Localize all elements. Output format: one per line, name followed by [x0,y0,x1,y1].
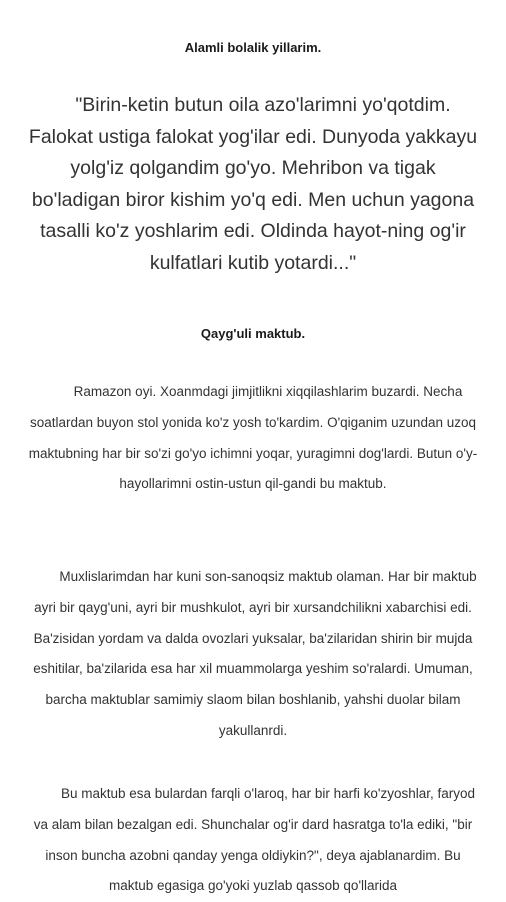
paragraph-1: Ramazon oyi. Xoanmdagi jimjitlikni xiqqilashlarim buzardi. Necha soatlardan buyon stol yonida ko'z yosh to'kardim. O'qiganim uzundan uzoq maktubning har bir so'zi go'yo ichimni yoqar, yuragimni dog'lardi. Butun o'y-hayollarimni ostin-ustun qil-gandi bu maktub. [28,384,478,492]
section-title: Qayg'uli maktub. [200,326,306,341]
paragraph-3: Bu maktub esa bulardan farqli o'laroq, har bir harfi ko'zyoshlar, faryod va alam bilan bezalgan edi. Shunchalar og'ir dard hasratga to'la ediki, "bir inson buncha azobni qanday yenga oldiykin?", deya ajablanardim. Bu maktub egasiga go'yoki yuzlab qassob qo'llarida [33,786,476,894]
epigraph-quote: "Birin-ketin butun oila azo'larimni yo'qotdim. Falokat ustiga falokat yog'ilar edi. Dunyoda yakkayu yolg'iz qolgandim go'yo. Mehribon va tigak bo'ladigan biror kishim yo'q edi. Men uchun yagona tasalli ko'z yoshlarim edi. Oldinda hayot-ning og'ir kulfatlari kutib yotardi..." [28,94,478,274]
paragraph-2: Muxlislarimdan har kuni son-sanoqsiz maktub olaman. Har bir maktub ayri bir qayg'uni, ayri bir mushkulot, ayri bir xursandchilikni xabarchisi edi. Ba'zisidan yordam va dalda ovozlari yuksalar, ba'zilaridan shirin bir mujda eshitilar, ba'zilarida esa har xil muammolarga yeshim so'ralardi. Umuman, barcha maktublar samimiy slaom bilan boshlanib, yahshi duolar bilam yakullanrdi. [33,569,477,738]
document-title: Alamli bolalik yillarim. [184,40,322,55]
